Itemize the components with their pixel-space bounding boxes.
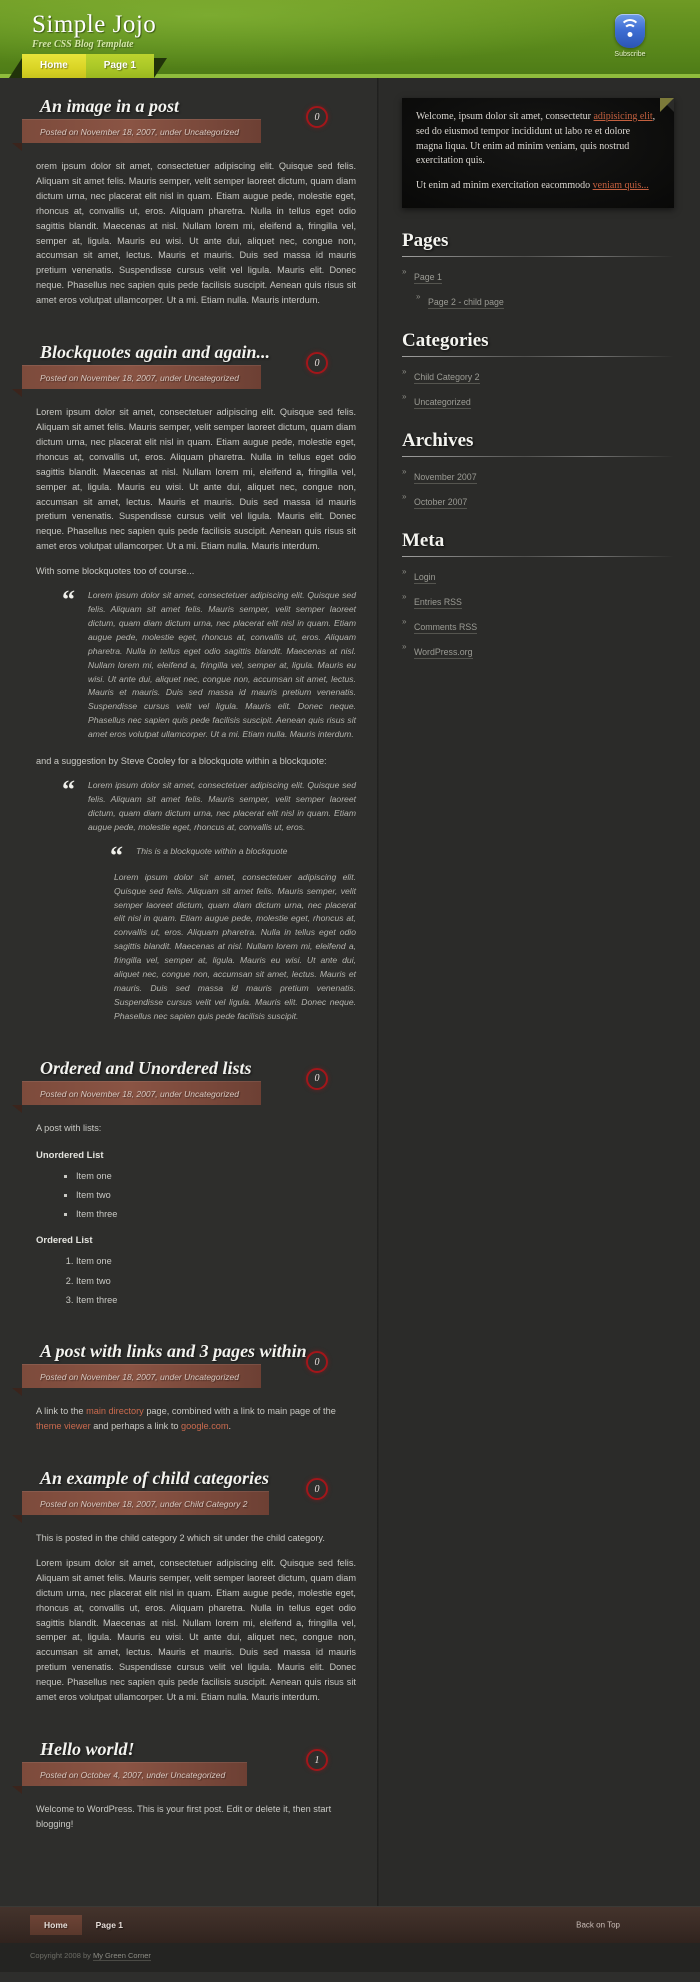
list-item: ▪ Item one (76, 1169, 356, 1183)
list-item: ▪ Item two (76, 1188, 356, 1202)
main-navigation (22, 54, 154, 78)
post-meta-bar (22, 1081, 261, 1105)
post-meta-date: Posted on November 18, 2007, under (40, 127, 185, 137)
widget-title: Pages (402, 229, 449, 251)
post-meta-category[interactable]: Uncategorized (170, 1770, 226, 1781)
list-item (402, 592, 674, 610)
post-meta-date: Posted on November 18, 2007, under (40, 1499, 185, 1510)
blockquote-text: Lorem ipsum dolor sit amet, consectetuer adipiscing elit. Quisque sed felis. Aliquam sit amet felis. Mauris semper, velit semper laoreet dictum, quam diam dictum urna, nec placerat elit nisl in quam. Etiam augue pede, molestie eget, rhoncus at, convallis ut, eros. Aliquam pharetra. Nulla in tellus eget odio sagittis blandit. Maecenas at nisl. Nullam lorem mi, eleifend a, fringilla vel, semper at, ligula. Mauris eu wisi. Ut ante dui, aliquet nec, congue non, accumsan sit amet, lectus. Mauris et mauris. Duis sed massa id mauris pretium venenatis. Suspendisse cursus velit vel ligula. Mauris elit. Donec neque. Phasellus nec sapien quis pede facilisis suscipit. (114, 871, 356, 1021)
widget-list (402, 467, 674, 510)
blockquote-primary (62, 589, 356, 742)
sidebar-link-page-2-child[interactable]: Page 2 - child page (428, 296, 504, 307)
comment-count-badge[interactable]: 0 (306, 1068, 328, 1090)
widget-title: Meta (402, 529, 445, 551)
widget-pages (402, 230, 674, 310)
sidebar-link-november-2007[interactable]: November 2007 (414, 471, 477, 482)
site-header (0, 0, 700, 78)
blockquote-lead-in: With some blockquotes too of course... (36, 566, 195, 577)
post-title[interactable]: Ordered and Unordered lists (40, 1057, 252, 1078)
site-tagline: Free CSS Blog Template (32, 39, 134, 51)
widget-list (402, 367, 674, 410)
copyright-text: Copyright 2008 by (30, 1950, 93, 1960)
sidebar-link-entries-rss[interactable]: Entries RSS (414, 596, 462, 607)
ordered-list-heading: Ordered List (36, 1235, 93, 1247)
welcome-paragraph-2 (416, 179, 658, 194)
list-item (402, 617, 674, 635)
widget-divider (402, 556, 674, 557)
footer-navigation (30, 1915, 137, 1935)
post-an-image-in-a-post (36, 96, 356, 308)
welcome-text-c: Ut enim ad minim exercitation eacommodo (416, 180, 593, 192)
link-text-c: and perhaps a link to (90, 1421, 182, 1432)
post-a-post-with-links (36, 1341, 356, 1434)
widget-meta (402, 530, 674, 660)
post-title[interactable]: An example of child categories (40, 1468, 269, 1489)
post-body (36, 1121, 356, 1307)
sidebar-link-login[interactable]: Login (414, 571, 436, 582)
comment-count-badge[interactable]: 0 (306, 1478, 328, 1500)
sidebar (380, 78, 700, 1906)
comment-count-badge[interactable]: 0 (306, 106, 328, 128)
post-body (36, 1802, 356, 1832)
widget-categories (402, 330, 674, 410)
site-footer (0, 1906, 700, 1972)
sidebar-link-october-2007[interactable]: October 2007 (414, 496, 468, 507)
post-title[interactable]: A post with links and 3 pages within (40, 1341, 307, 1362)
post-meta-bar (22, 1491, 269, 1515)
list-item: 1. Item one (76, 1254, 356, 1268)
post-meta-date: Posted on November 18, 2007, under (40, 373, 185, 384)
post-hello-world (36, 1739, 356, 1832)
post-an-example-of-child-categories (36, 1468, 356, 1705)
post-meta-date: Posted on November 18, 2007, under (40, 1088, 185, 1099)
post-meta-category[interactable]: Uncategorized (184, 373, 239, 384)
page-wrap (0, 78, 700, 1906)
blockquote-suggestion: and a suggestion by Steve Cooley for a blockquote within a blockquote: (36, 756, 327, 767)
post-body (36, 1404, 356, 1434)
post-meta-category[interactable]: Child Category 2 (184, 1499, 248, 1510)
welcome-text-b: , sed do eiusmod tempor incididunt ut labo re et dolore magna liqua. Ut enim ad minim veniam, quis nostrud exercitation quis. (416, 111, 656, 167)
subscribe-label: Subscribe (614, 51, 646, 58)
post-meta-category[interactable]: Uncategorized (184, 1088, 239, 1099)
welcome-text-a: Welcome, ipsum dolor sit amet, consectetur (416, 111, 594, 122)
post-title[interactable]: Blockquotes again and again... (40, 342, 271, 363)
rss-feed-icon (615, 14, 645, 48)
welcome-link-veniam[interactable]: veniam quis... (592, 180, 649, 192)
list-item: 3. Item three (76, 1293, 356, 1307)
link-theme-viewer[interactable]: theme viewer (36, 1421, 91, 1432)
blockquote-text: “ Lorem ipsum dolor sit amet, consectetuer adipiscing elit. Quisque sed felis. Aliquam sit amet felis. Mauris semper, velit semper laoreet dictum, quam diam dictum urna, nec placerat elit nisl in quam. Etiam augue pede, molestie eget, rhoncus at, convallis ut, eros. Aliquam pharetra. Nulla in tellus eget odio sagittis blandit. Maecenas at nisl. Nullam lorem mi, eleifend a, fringilla vel, semper at, ligula. Mauris eu wisi. Ut ante dui, aliquet nec, congue non, accumsan sit amet, lectus. Mauris et mauris. Duis sed massa id mauris pretium venenatis. Suspendisse cursus velit vel ligula. Mauris elit. Donec neque. Phasellus nec sapien quis pede facilisis suscipit. Aenean quis risus sit amet eros volutpat ullamcorper. Ut a mi. Etiam nulla. Mauris interdum. (88, 590, 356, 740)
list-item (402, 567, 674, 585)
widget-list (402, 267, 674, 310)
brand[interactable] (32, 12, 156, 50)
site-title: Simple Jojo (32, 11, 157, 38)
blockquote-inner (110, 845, 356, 859)
widget-list (402, 567, 674, 660)
list-item (402, 292, 674, 310)
sidebar-link-uncategorized[interactable]: Uncategorized (414, 396, 471, 407)
unordered-list-heading: Unordered List (36, 1149, 104, 1161)
sidebar-link-page-1[interactable]: Page 1 (414, 271, 442, 282)
post-paragraph: orem ipsum dolor sit amet, consectetuer adipiscing elit. Quisque sed felis. Aliquam sit amet felis. Mauris semper, velit semper laoreet dictum, quam diam dictum urna, nec placerat elit nisl in quam. Etiam augue pede, molestie eget, rhoncus at, convallis ut, eros. Aliquam pharetra. Nulla in tellus eget odio sagittis blandit. Maecenas at nisl. Nullam lorem mi, eleifend a, fringilla vel, semper at, ligula. Mauris eu wisi. Ut ante dui, aliquet nec, congue non, accumsan sit amet, lectus. Mauris et mauris. Duis sed massa id mauris pretium venenatis. Suspendisse cursus velit vel ligula. Mauris elit. Donec neque. Phasellus nec sapien quis pede facilisis suscipit. Aenean quis risus sit amet eros volutpat ullamcorper. Ut a mi. Etiam nulla. Mauris interdum. (36, 161, 356, 306)
post-blockquotes-again-and-again (36, 342, 356, 1024)
list-item: ▪ Item three (76, 1207, 356, 1221)
widget-archives (402, 430, 674, 510)
copyright (0, 1943, 700, 1972)
widget-divider (402, 356, 674, 357)
comment-count-badge[interactable]: 0 (306, 352, 328, 374)
nav-item-home[interactable]: Home (22, 54, 86, 78)
list-item (402, 392, 674, 410)
main-content (0, 78, 380, 1906)
list-item (402, 642, 674, 660)
comment-count-badge[interactable]: 0 (306, 1351, 328, 1373)
link-text-b: page, combined with a link to main page of the (143, 1406, 336, 1417)
post-body (36, 405, 356, 1024)
post-paragraph: Welcome to WordPress. This is your first post. Edit or delete it, then start blogging! (36, 1804, 332, 1829)
post-body (36, 1531, 356, 1705)
link-google[interactable]: google.com (181, 1421, 229, 1432)
copyright-link[interactable]: My Green Corner (92, 1950, 151, 1960)
welcome-widget (402, 98, 674, 208)
post-paragraph (36, 1404, 356, 1434)
back-to-top-link[interactable]: Back on Top (576, 1920, 620, 1930)
post-body (36, 159, 356, 308)
widget-divider (402, 256, 674, 257)
blockquote-text: “ Lorem ipsum dolor sit amet, consectetuer adipiscing elit. Quisque sed felis. Aliquam sit amet felis. Mauris semper, velit semper laoreet dictum, quam diam dictum urna, nec placerat elit nisl in quam. Etiam augue pede, molestie eget, rhoncus at, convallis ut, eros. (88, 780, 356, 832)
post-ordered-and-unordered-lists (36, 1058, 356, 1307)
post-meta-bar (22, 119, 261, 143)
comment-count-badge[interactable]: 1 (306, 1749, 328, 1771)
link-text-a: A link to the (36, 1406, 87, 1417)
blockquote-outer (62, 779, 356, 1024)
post-meta-category[interactable]: Uncategorized (184, 127, 239, 137)
sidebar-link-child-category-2[interactable]: Child Category 2 (414, 371, 480, 382)
link-text-d: . (228, 1421, 232, 1432)
ordered-list (36, 1254, 356, 1307)
post-meta-date: Posted on October 4, 2007, under (40, 1770, 171, 1781)
welcome-link-adipisicing[interactable]: adipisicing elit (593, 111, 653, 122)
post-meta-category[interactable]: Uncategorized (184, 1372, 239, 1383)
footer-bar (0, 1907, 700, 1943)
nav-item-page-1[interactable]: Page 1 (86, 54, 154, 78)
post-paragraph: Lorem ipsum dolor sit amet, consectetuer adipiscing elit. Quisque sed felis. Aliquam sit amet felis. Mauris semper, velit semper laoreet dictum, quam diam dictum urna, nec placerat elit nisl in quam. Etiam augue pede, molestie eget, rhoncus at, convallis ut, eros. Aliquam pharetra. Nulla in tellus eget odio sagittis blandit. Maecenas at nisl. Nullam lorem mi, eleifend a, fringilla vel, semper at, ligula. Mauris eu wisi. Ut ante dui, aliquet nec, congue non, accumsan sit amet, lectus. Mauris et mauris. Duis sed massa id mauris pretium venenatis. Suspendisse cursus velit vel ligula. Mauris elit. Donec neque. Phasellus nec sapien quis pede facilisis suscipit. Aenean quis risus sit amet eros volutpat ullamcorper. Ut a mi. Etiam nulla. Mauris interdum. (36, 1557, 356, 1703)
sidebar-link-wordpress-org[interactable]: WordPress.org (414, 646, 473, 657)
list-item: 2. Item two (76, 1274, 356, 1288)
widget-title: Categories (402, 329, 489, 351)
widget-divider (402, 456, 674, 457)
list-item (402, 492, 674, 510)
welcome-paragraph-1 (416, 110, 658, 169)
post-paragraph: Lorem ipsum dolor sit amet, consectetuer adipiscing elit. Quisque sed felis. Aliquam sit amet felis. Mauris semper, velit semper laoreet dictum, quam diam dictum urna, nec placerat elit nisl in quam. Etiam augue pede, molestie eget, rhoncus at, convallis ut, eros. Aliquam pharetra. Nulla in tellus eget odio sagittis blandit. Maecenas at nisl. Nullam lorem mi, eleifend a, fringilla vel, semper at, ligula. Mauris eu wisi. Ut ante dui, aliquet nec, congue non, accumsan sit amet, lectus. Mauris et mauris. Duis sed massa id mauris pretium venenatis. Suspendisse cursus velit vel ligula. Mauris elit. Donec neque. Phasellus nec sapien quis pede facilisis suscipit. Aenean quis risus sit amet eros volutpat ullamcorper. Ut a mi. Etiam nulla. Mauris interdum. (36, 407, 356, 552)
blockquote-text: “ This is a blockquote within a blockquote (136, 845, 288, 856)
sidebar-link-comments-rss[interactable]: Comments RSS (414, 621, 478, 632)
link-main-directory[interactable]: main directory (86, 1406, 144, 1417)
post-paragraph: This is posted in the child category 2 which sit under the child category. (36, 1533, 325, 1544)
footer-nav-item-page-1[interactable]: Page 1 (95, 1919, 124, 1930)
widget-title: Archives (402, 429, 474, 451)
list-item (402, 467, 674, 485)
post-paragraph: A post with lists: (36, 1122, 102, 1133)
list-item (402, 267, 674, 285)
footer-nav-item-home[interactable]: Home (30, 1915, 82, 1935)
post-title[interactable]: An image in a post (40, 96, 180, 116)
post-meta-bar (22, 1762, 247, 1786)
post-meta-date: Posted on November 18, 2007, under (40, 1372, 185, 1383)
subscribe-link[interactable] (602, 14, 658, 58)
unordered-list (36, 1169, 356, 1222)
post-meta-bar (22, 365, 261, 389)
post-meta-bar (22, 1364, 261, 1388)
blockquote-continuation (114, 871, 356, 1024)
post-title[interactable]: Hello world! (40, 1739, 135, 1760)
list-item (402, 367, 674, 385)
